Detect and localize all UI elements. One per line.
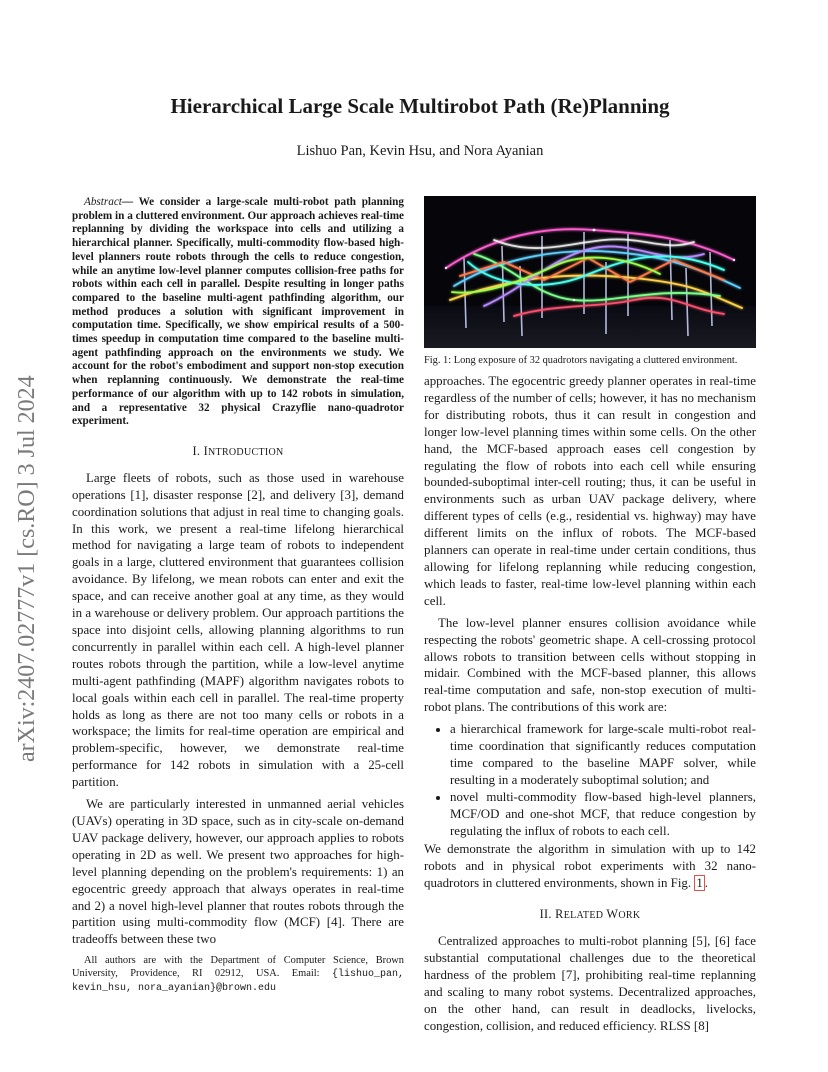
figure-1-caption: Fig. 1: Long exposure of 32 quadrotors navigating a cluttered environment.	[424, 355, 738, 366]
abstract-dash: —	[121, 196, 134, 208]
list-item: • novel multi-commodity flow-based high-level planners, MCF/OD and one-shot MCF, that reduce congestion by regulating the influx of robots to each cell.	[450, 789, 756, 840]
footnote-text: All authors are with the Department of Computer Science, Brown University, Providence, RI 02912, USA. Email:	[72, 955, 404, 980]
author-list: Lishuo Pan, Kevin Hsu, and Nora Ayanian	[296, 143, 544, 159]
quadrotor-trails-image	[424, 196, 756, 348]
intro-paragraph-4: The low-level planner ensures collision avoidance while respecting the robots' geometric shape. A cell-crossing protocol allows robots to transition between cells without stopping in midair. Combined with the MCF-based planner, this allows real-time computation and safe, non-stop execution of multi-robot plans. The contributions of this work are:	[424, 615, 756, 715]
contributions-list	[424, 721, 756, 839]
arxiv-identifier: arXiv:2407.02777v1 [cs.RO] 3 Jul 2024	[14, 375, 40, 762]
intro-paragraph-3: approaches. The egocentric greedy planner operates in real-time regardless of the number of cells; however, it has no mechanism for distributing robots, thus it can result in congestion and longer low-level planning times within some cells. On the other hand, the MCF-based approach eases cell congestion by regulating the flow of robots into each cell while ensuring bounded-suboptimal inter-cell routing; thus, it can be useful in environments such as urban UAV package delivery, where different types of cells (e.g., residential vs. highway) may have different limits on the influx of robots. The MCF-based planners can operate in real-time under certain conditions, thus allowing for lifelong replanning while reducing congestion, which leads to faster, real-time low-level planning within each cell.	[424, 374, 756, 608]
intro-paragraph-2: We are particularly interested in unmanned aerial vehicles (UAVs) operating in 3D space, such as in city-scale on-demand UAV package delivery, however, our approach applies to robots operating in 2D as well. We present two approaches for high-level planning depending on the problem's requirements: 1) an egocentric greedy approach that always operates in real-time and 2) a novel high-level planner that routes robots through the partition using multi-commodity flow (MCF) [4]. There are tradeoffs between these two	[72, 797, 404, 947]
related-work-paragraph-1: Centralized approaches to multi-robot planning [5], [6] face substantial computational challenges due to the theoretical hardness of the problem [7], prohibiting real-time replanning and scaling to many robot systems. Decentralized approaches, on the other hand, can result in deadlocks, livelocks, congestion, collision, and reduced efficiency. RLSS [8]	[424, 934, 756, 1033]
footnote-emails[interactable]: {lishuo_pan, kevin_hsu, nora_ayanian}@brown.edu	[72, 969, 404, 995]
author-affiliation-footnote	[72, 954, 404, 996]
intro-paragraph-5: We demonstrate the algorithm in simulation with up to 142 robots and in physical robot experiments with 32 nano-quadrotors in cluttered environments, shown in Fig. 1 .	[424, 842, 756, 891]
section-heading-introduction: I. INTRODUCTION	[192, 443, 284, 458]
arxiv-identifier-stamp	[6, 292, 44, 762]
abstract-lead: Abstract	[84, 196, 122, 208]
intro-paragraph-1: Large fleets of robots, such as those used in warehouse operations [1], disaster response [2], and delivery [3], demand coordination solutions that adjust in real time to changing goals. In this work, we present a real-time lifelong hierarchical method for navigating a large team of robots to independent goals in a large, cluttered environment that guarantees collision avoidance. By lifelong, we mean robots can enter and exit the space, and can receive another goal at any time, as they would in a warehouse or delivery problem. Our approach partitions the space into disjoint cells, allowing planning algorithms to run concurrently in parallel within each cell. A high-level planner routes robots through the partition, while a low-level anytime multi-agent pathfinding (MAPF) algorithm navigates robots to local goals within each cell in parallel. The real-time property holds as long as there are not too many cells or robots in a workspace; the limits for real-time operation are empirical and problem-specific, however, we demonstrate real-time performance for 142 robots in simulation with a 25-cell partition.	[72, 470, 404, 790]
section-heading-related-work: II. RELATED WORK	[539, 907, 641, 922]
paper-title: Hierarchical Large Scale Multirobot Path (Re)Planning	[170, 94, 670, 118]
figure-1-reference-link[interactable]: 1	[696, 876, 703, 891]
abstract	[72, 196, 404, 429]
left-column	[72, 196, 404, 953]
list-item: • a hierarchical framework for large-scale multi-robot real-time coordination that significantly reduces computation time compared to the baseline MAPF solver, while resulting in a moderately suboptimal solution; and	[450, 721, 756, 789]
abstract-text: We consider a large-scale multi-robot path planning problem in a cluttered environment. Our approach achieves real-time replanning by dividing the workspace into cells and utilizing a hierarchical planner. Specifically, multi-commodity flow-based high-level planners route robots through the cells to reduce congestion, while an anytime low-level planner computes collision-free paths for robots within each cell in parallel. Despite resulting in longer paths compared to the baseline multi-agent pathfinding algorithm, our method produces a solution with significant improvement in computation time. Specifically, we show empirical results of a 500-times speedup in computation time compared to the baseline multi-agent pathfinding approach on the environments we study. We account for the robot's embodiment and support non-stop execution when replanning continuously. We demonstrate the real-time performance of our algorithm with up to 142 robots in simulation, and a representative 32 physical Crazyflie nano-quadrotor experiment.	[72, 196, 404, 428]
right-column	[424, 196, 756, 1040]
figure-1-long-exposure-photo	[424, 196, 756, 348]
